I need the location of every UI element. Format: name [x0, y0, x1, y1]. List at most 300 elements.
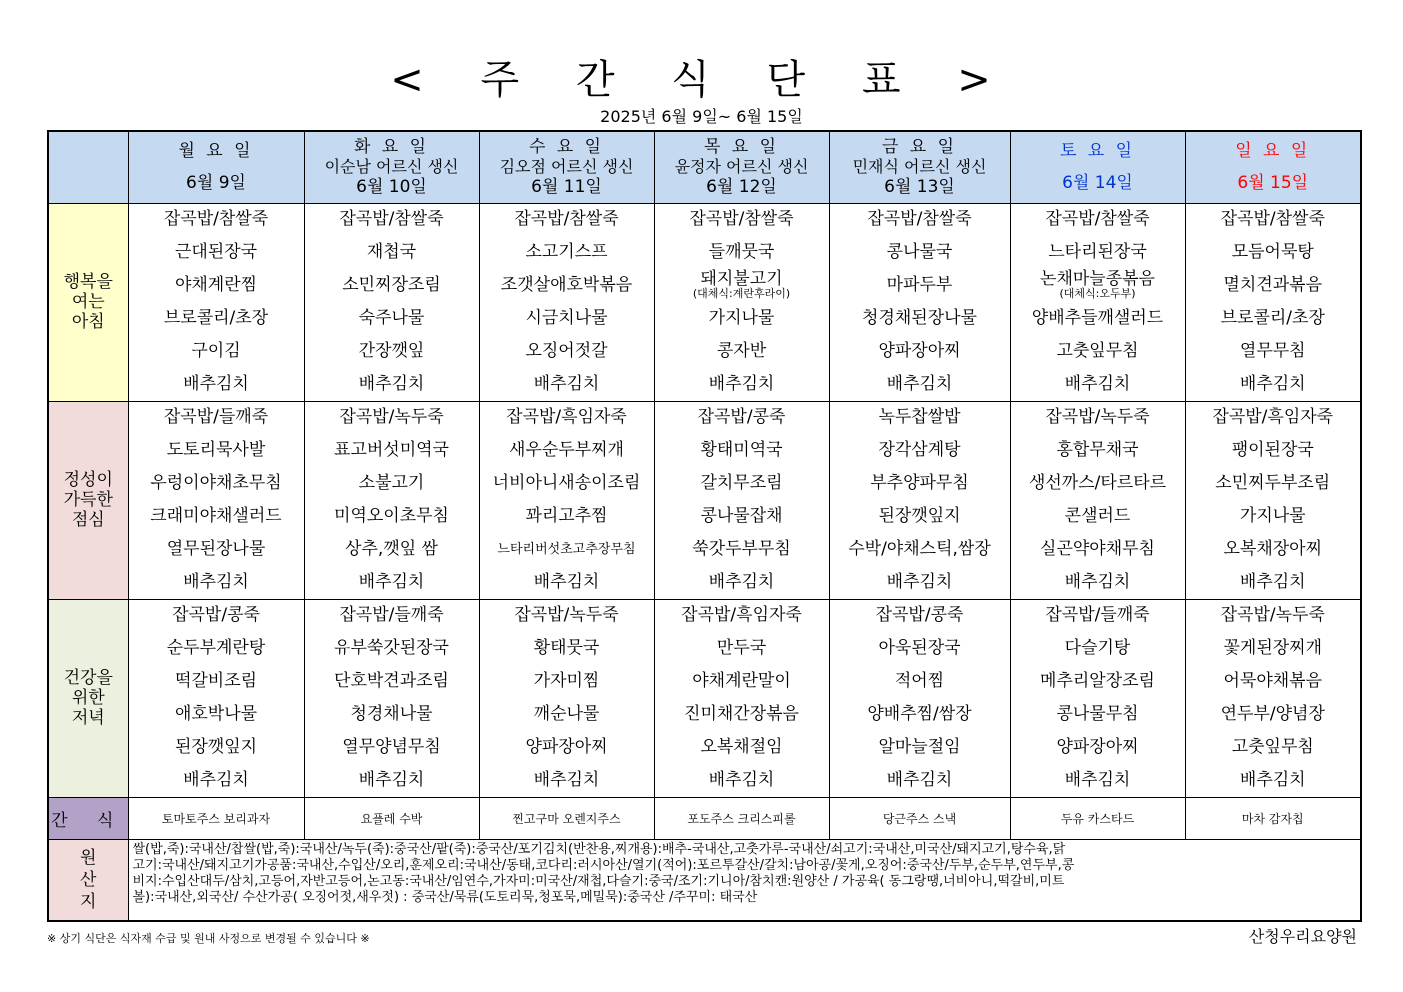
- menu-item-text: 어묵야채볶음: [1223, 671, 1323, 692]
- menu-item-text: 콘샐러드: [1064, 505, 1131, 526]
- menu-item-text: 알마늘절임: [878, 736, 961, 757]
- menu-item-text: 만두국: [716, 638, 767, 659]
- menu-item: [129, 402, 304, 435]
- menu-item: [655, 368, 829, 401]
- day-header-sun: [1185, 131, 1361, 203]
- menu-item-text: 잡곡밥/녹두죽: [1220, 605, 1325, 626]
- menu-cell: [1185, 203, 1361, 401]
- menu-cell: [479, 401, 654, 599]
- menu-item: [655, 500, 829, 533]
- menu-item: [830, 402, 1010, 435]
- day-label: 일 요 일: [1235, 141, 1311, 162]
- menu-cell: [829, 401, 1010, 599]
- menu-item: [129, 698, 304, 731]
- menu-item-text: 떡갈비조림: [174, 671, 258, 692]
- menu-cell: [128, 203, 304, 401]
- menu-item: [1186, 764, 1361, 797]
- menu-item-text: 깨순나물: [533, 703, 600, 724]
- menu-item-text: 논채마늘종볶음: [1040, 269, 1155, 290]
- menu-item: [1186, 302, 1361, 335]
- menu-item-text: 콩나물잡채: [700, 505, 783, 526]
- menu-item-text: 잡곡밥/참쌀죽: [689, 209, 794, 230]
- menu-item-text: 잡곡밥/콩죽: [697, 407, 786, 428]
- menu-item-text: 오징어젓갈: [525, 340, 608, 361]
- menu-item-text: 크래미야채샐러드: [150, 505, 282, 526]
- menu-item-text: 녹두찹쌀밥: [878, 407, 961, 428]
- menu-item: [1011, 698, 1185, 731]
- menu-item: [655, 402, 829, 435]
- page-title: < 주 간 식 단 표 >: [390, 57, 1013, 103]
- menu-items: [655, 402, 829, 599]
- menu-item-text: 실곤약야채무침: [1040, 538, 1155, 559]
- menu-item: [480, 632, 654, 665]
- snack-cell: 당근주스 스낵: [829, 797, 1010, 839]
- menu-item-text: 배추김치: [358, 373, 425, 394]
- menu-items: [129, 204, 304, 401]
- menu-item-text: 브로콜리/초장: [163, 307, 269, 328]
- menu-item: [305, 302, 479, 335]
- day-date: 6월 14일: [1062, 173, 1133, 194]
- menu-item-text: 열무무침: [1239, 340, 1306, 361]
- day-label: 수 요 일: [528, 137, 605, 158]
- menu-item: [480, 434, 654, 467]
- menu-item: [129, 467, 304, 500]
- menu-item-text: 소민찌두부조림: [1215, 473, 1331, 494]
- menu-items: [480, 402, 654, 599]
- birthday-label: 민재식 어르신 생신: [852, 157, 987, 177]
- menu-item-text: 팽이된장국: [1231, 440, 1314, 461]
- menu-item-text: 배추김치: [358, 571, 425, 592]
- menu-item: [129, 632, 304, 665]
- menu-item: [1011, 665, 1185, 698]
- menu-item-text: 단호박견과조림: [334, 671, 449, 692]
- menu-item-text: 상추,깻잎 쌈: [345, 538, 438, 559]
- menu-item-text: 부추양파무침: [870, 473, 969, 494]
- menu-item: [129, 269, 304, 302]
- menu-item: [830, 566, 1010, 599]
- menu-item-text: 적어찜: [894, 671, 945, 692]
- menu-item-text: 진미채간장볶음: [684, 703, 799, 724]
- origin-label-text: 원 산 지: [80, 847, 97, 912]
- menu-item: [830, 665, 1010, 698]
- menu-item-text: 갈치무조림: [700, 473, 783, 494]
- menu-items: [1186, 204, 1361, 401]
- menu-item: [655, 600, 829, 633]
- snack-cell: 토마토주스 보리과자: [128, 797, 304, 839]
- menu-item-text: 콩자반: [716, 340, 767, 361]
- menu-item: [830, 600, 1010, 633]
- menu-item: [1011, 236, 1185, 269]
- menu-item-text: 고춧잎무침: [1056, 340, 1139, 361]
- menu-item-text: 황태미역국: [700, 440, 783, 461]
- menu-item-text: 배추김치: [358, 769, 425, 790]
- menu-item-text: 잡곡밥/흑임자죽: [506, 407, 627, 428]
- menu-item: [1011, 302, 1185, 335]
- menu-items: [830, 402, 1010, 599]
- menu-item-text: 콩나물국: [886, 242, 953, 263]
- menu-item-text: 잡곡밥/참쌀죽: [163, 209, 269, 230]
- menu-item: [129, 566, 304, 599]
- snack-cell: 마차 감자칩: [1185, 797, 1361, 839]
- menu-item: [655, 335, 829, 368]
- menu-item: [129, 500, 304, 533]
- menu-item-text: 배추김치: [533, 571, 600, 592]
- menu-item: [480, 467, 654, 500]
- menu-item-text: 브로콜리/초장: [1220, 307, 1325, 328]
- menu-item: [830, 467, 1010, 500]
- menu-item: [655, 764, 829, 797]
- menu-item: [1011, 566, 1185, 599]
- menu-item-text: 잡곡밥/참쌀죽: [1220, 209, 1325, 230]
- menu-items: [305, 204, 479, 401]
- menu-item-text: 잡곡밥/들깨죽: [1045, 605, 1150, 626]
- menu-item: [655, 204, 829, 237]
- day-label: 토 요 일: [1059, 141, 1136, 162]
- menu-item-text: 마파두부: [886, 275, 953, 296]
- menu-item: [655, 269, 829, 302]
- menu-item: [1186, 533, 1361, 566]
- menu-items: [1186, 402, 1361, 599]
- menu-item: [830, 434, 1010, 467]
- origin-line: 비지:수입산대두/삼치,고등어,자반고등어,논고동:국내산/임연수,가자미:미국산/재첩,다슬기:중국/조기:기니아/참치캔:원양산 / 가공육( 동그랑땡,너비아니,떡갈비,미트: [132, 873, 1065, 889]
- menu-item: [480, 302, 654, 335]
- menu-item-text: 고춧잎무침: [1231, 736, 1314, 757]
- menu-cell: [1010, 401, 1185, 599]
- menu-item-text: 양파장아찌: [525, 736, 608, 757]
- menu-item: [1011, 731, 1185, 764]
- menu-item-text: 배추김치: [886, 571, 953, 592]
- menu-items: [830, 600, 1010, 797]
- menu-items: [655, 600, 829, 797]
- menu-item-text: 애호박나물: [174, 703, 258, 724]
- menu-item: [655, 236, 829, 269]
- menu-item: [480, 204, 654, 237]
- menu-item-text: 오복채장아찌: [1223, 538, 1323, 559]
- menu-item-text: 배추김치: [183, 769, 249, 790]
- menu-item: [305, 500, 479, 533]
- menu-item: [305, 335, 479, 368]
- snack-cell: 두유 카스타드: [1010, 797, 1185, 839]
- menu-item: [830, 204, 1010, 237]
- menu-item: [305, 204, 479, 237]
- meal-label-text: 행복을 여는 아침: [63, 272, 113, 332]
- menu-item: [1011, 204, 1185, 237]
- menu-item: [1186, 665, 1361, 698]
- menu-item-text: 청경채된장나물: [862, 307, 977, 328]
- day-date: 6월 13일: [884, 177, 955, 198]
- day-date: 6월 10일: [356, 177, 427, 198]
- menu-item: [655, 665, 829, 698]
- menu-item: [1011, 368, 1185, 401]
- menu-item-text: 배추김치: [886, 769, 953, 790]
- menu-items: [129, 600, 304, 797]
- snack-cell: 포도주스 크리스피롤: [654, 797, 829, 839]
- menu-item-text: 조갯살애호박볶음: [500, 275, 633, 296]
- menu-items: [1011, 204, 1185, 401]
- menu-item-text: 느타리된장국: [1048, 242, 1147, 263]
- day-header-wed: [479, 131, 654, 203]
- menu-item: [1186, 566, 1361, 599]
- menu-item-text: 양배추찜/쌈장: [867, 703, 972, 724]
- menu-item-text: 미역오이초무침: [334, 505, 449, 526]
- birthday-label: 이순남 어르신 생신: [324, 157, 459, 177]
- menu-item: [1011, 533, 1185, 566]
- menu-item: [1186, 600, 1361, 633]
- menu-item-text: 가지나물: [708, 307, 775, 328]
- menu-item: [480, 269, 654, 302]
- dinner-row: [48, 599, 1361, 797]
- day-label: 금 요 일: [881, 137, 958, 158]
- menu-item-text: 수박/야채스틱,쌈장: [848, 538, 991, 559]
- menu-item-text: 배추김치: [1239, 373, 1306, 394]
- menu-item: [305, 434, 479, 467]
- menu-cell: [479, 599, 654, 797]
- menu-item-text: 멸치견과볶음: [1223, 275, 1323, 296]
- lunch-label: [48, 401, 128, 599]
- menu-item: [480, 335, 654, 368]
- menu-item: [480, 665, 654, 698]
- menu-item-text: 잡곡밥/흑임자죽: [681, 605, 802, 626]
- menu-items: [830, 204, 1010, 401]
- menu-item-text: 가자미찜: [533, 671, 600, 692]
- menu-item-text: 콩나물무침: [1056, 703, 1139, 724]
- breakfast-row: [48, 203, 1361, 401]
- menu-item: [305, 698, 479, 731]
- menu-item: [830, 731, 1010, 764]
- menu-item: [129, 335, 304, 368]
- menu-item: [830, 698, 1010, 731]
- menu-item: [1186, 269, 1361, 302]
- menu-cell: [1185, 401, 1361, 599]
- menu-items: [305, 600, 479, 797]
- menu-item-text: 잡곡밥/녹두죽: [514, 605, 619, 626]
- menu-item-text: 양파장아찌: [1056, 736, 1139, 757]
- menu-item: [1186, 368, 1361, 401]
- menu-item-text: 표고버섯미역국: [334, 440, 449, 461]
- menu-item-text: 아욱된장국: [878, 638, 961, 659]
- menu-item-text: 잡곡밥/들깨죽: [163, 407, 269, 428]
- origin-line: 고기:국내산/돼지고기가공품:국내산,수입산/오리,훈제오리:국내산/동태,코다리:러시아산/열기(적어):포르투갈산/갈치:남아공/꽃게,오징어:중국산/두부,순두부,연두부,콩: [132, 857, 1075, 873]
- menu-item: [830, 764, 1010, 797]
- menu-item-text: 잡곡밥/참쌀죽: [867, 209, 972, 230]
- menu-items: [305, 402, 479, 599]
- menu-item-text: 잡곡밥/콩죽: [875, 605, 964, 626]
- menu-item-text: 야채계란말이: [692, 671, 791, 692]
- menu-item-text: 너비아니새송이조림: [492, 473, 641, 494]
- menu-item-text: 열무양념무침: [342, 736, 441, 757]
- birthday-label: 김오점 어르신 생신: [499, 157, 634, 177]
- menu-item: [129, 764, 304, 797]
- menu-item-text: 잡곡밥/참쌀죽: [339, 209, 444, 230]
- menu-item: [480, 731, 654, 764]
- menu-item: [1011, 269, 1185, 302]
- menu-item-text: 배추김치: [708, 769, 775, 790]
- menu-cell: [128, 401, 304, 599]
- menu-item: [305, 665, 479, 698]
- menu-item: [480, 764, 654, 797]
- menu-item-text: 황태뭇국: [533, 638, 600, 659]
- menu-item-text: 배추김치: [1064, 571, 1131, 592]
- menu-item: [305, 269, 479, 302]
- weekly-menu-table: [47, 130, 1362, 922]
- menu-item-text: 배추김치: [708, 373, 775, 394]
- menu-item-text: 생선까스/타르타르: [1028, 473, 1167, 494]
- dinner-label: [48, 599, 128, 797]
- menu-item: [1011, 600, 1185, 633]
- menu-item: [129, 236, 304, 269]
- menu-item: [129, 302, 304, 335]
- menu-item: [655, 434, 829, 467]
- day-date: 6월 11일: [531, 177, 602, 198]
- day-header-sat: [1010, 131, 1185, 203]
- menu-item: [830, 632, 1010, 665]
- menu-cell: [479, 203, 654, 401]
- day-header-thu: [654, 131, 829, 203]
- menu-cell: [128, 599, 304, 797]
- menu-item: [129, 434, 304, 467]
- menu-cell: [304, 599, 479, 797]
- menu-item: [655, 566, 829, 599]
- menu-item: [830, 533, 1010, 566]
- menu-item: [1011, 632, 1185, 665]
- menu-item: [129, 204, 304, 237]
- menu-item: [1011, 402, 1185, 435]
- menu-item-text: 오복채절임: [700, 736, 783, 757]
- breakfast-label: [48, 203, 128, 401]
- menu-item-text: 배추김치: [183, 373, 249, 394]
- notice: ※ 상기 식단은 식자재 수급 및 원내 사정으로 변경될 수 있습니다 ※: [47, 932, 370, 945]
- menu-cell: [304, 401, 479, 599]
- menu-items: [480, 600, 654, 797]
- menu-items: [480, 204, 654, 401]
- snack-row: [48, 797, 1361, 839]
- menu-item-text: 홍합무채국: [1056, 440, 1139, 461]
- menu-item: [480, 368, 654, 401]
- menu-item-text: 느타리버섯초고추장무침: [497, 541, 636, 557]
- menu-item: [830, 335, 1010, 368]
- menu-item: [129, 533, 304, 566]
- menu-item: [129, 600, 304, 633]
- menu-item-text: 연두부/양념장: [1220, 703, 1325, 724]
- day-date: 6월 15일: [1237, 173, 1309, 194]
- meal-label-text: 건강을 위한 저녁: [63, 668, 113, 728]
- menu-item: [1011, 335, 1185, 368]
- header-corner: [48, 131, 128, 203]
- menu-item-text: 배추김치: [183, 571, 249, 592]
- menu-item-text: 모듬어묵탕: [1231, 242, 1314, 263]
- menu-item-text: 잡곡밥/들깨죽: [339, 605, 444, 626]
- snack-cell: 요플레 수박: [304, 797, 479, 839]
- menu-item-text: 소민찌장조림: [342, 275, 441, 296]
- menu-items: [655, 204, 829, 401]
- menu-item: [305, 402, 479, 435]
- menu-cell: [829, 203, 1010, 401]
- menu-item: [1186, 236, 1361, 269]
- menu-items: [129, 402, 304, 599]
- day-label: 목 요 일: [703, 137, 780, 158]
- menu-item: [1186, 467, 1361, 500]
- menu-item-text: 꽃게된장찌개: [1223, 638, 1323, 659]
- menu-item: [1011, 764, 1185, 797]
- menu-item-text: 간장깻잎: [358, 340, 425, 361]
- menu-item: [305, 467, 479, 500]
- menu-item: [830, 302, 1010, 335]
- menu-item: [655, 467, 829, 500]
- day-header-fri: [829, 131, 1010, 203]
- menu-item-text: 배추김치: [1239, 571, 1306, 592]
- menu-item-text: 야채계란찜: [174, 275, 258, 296]
- menu-item-text: 배추김치: [708, 571, 775, 592]
- day-label: 월 요 일: [178, 141, 254, 162]
- meal-label-text: 정성이 가득한 점심: [63, 470, 113, 530]
- menu-item-text: 잡곡밥/콩죽: [172, 605, 260, 626]
- menu-item: [480, 600, 654, 633]
- day-header-tue: [304, 131, 479, 203]
- menu-item: [830, 269, 1010, 302]
- menu-item: [129, 731, 304, 764]
- menu-item-text: 다슬기탕: [1064, 638, 1131, 659]
- menu-item-text: 시금치나물: [525, 307, 608, 328]
- menu-item: [480, 698, 654, 731]
- menu-item: [480, 402, 654, 435]
- menu-item-text: 돼지불고기: [700, 269, 783, 290]
- menu-item: [1186, 204, 1361, 237]
- menu-item: [1186, 335, 1361, 368]
- menu-item-text: 배추김치: [1064, 373, 1131, 394]
- origin-line: 볼):국내산,외국산/ 수산가공( 오징어젓,새우젓) : 중국산/묵류(도토리묵,청포묵,메밀묵):중국산 /주꾸미: 태국산: [132, 889, 758, 905]
- menu-cell: [654, 203, 829, 401]
- menu-item: [1186, 698, 1361, 731]
- menu-item: [1011, 467, 1185, 500]
- menu-item: [655, 302, 829, 335]
- snack-cell: 찐고구마 오렌지주스: [479, 797, 654, 839]
- menu-item-text: 잡곡밥/녹두죽: [339, 407, 444, 428]
- menu-item-text: 우렁이야채초무침: [150, 473, 282, 494]
- menu-item: [1186, 632, 1361, 665]
- menu-item: [830, 500, 1010, 533]
- menu-item-text: 메추리알장조림: [1040, 671, 1155, 692]
- menu-item-text: 순두부계란탕: [166, 638, 266, 659]
- menu-item: [129, 368, 304, 401]
- menu-item: [480, 566, 654, 599]
- menu-item: [830, 368, 1010, 401]
- day-date: 6월 12일: [706, 177, 777, 198]
- menu-item-text: 가지나물: [1239, 505, 1306, 526]
- menu-item-text: 양파장아찌: [878, 340, 961, 361]
- menu-item: [1011, 434, 1185, 467]
- menu-item-text: 잡곡밥/흑임자죽: [1212, 407, 1334, 428]
- menu-item-text: 배추김치: [1239, 769, 1306, 790]
- menu-item: [305, 533, 479, 566]
- menu-item: [1011, 500, 1185, 533]
- menu-item: [655, 533, 829, 566]
- lunch-row: [48, 401, 1361, 599]
- menu-item: [655, 731, 829, 764]
- menu-item-text: 된장깻잎지: [878, 505, 961, 526]
- menu-item-text: 잡곡밥/참쌀죽: [514, 209, 619, 230]
- menu-item-text: 소고기스프: [525, 242, 608, 263]
- menu-cell: [654, 599, 829, 797]
- menu-item: [305, 632, 479, 665]
- menu-items: [1011, 402, 1185, 599]
- menu-item: [480, 236, 654, 269]
- menu-item-text: 배추김치: [886, 373, 953, 394]
- menu-item-text: 꽈리고추찜: [525, 505, 608, 526]
- menu-item-text: 재첩국: [366, 242, 417, 263]
- menu-item: [1186, 500, 1361, 533]
- menu-item: [1186, 402, 1361, 435]
- menu-item-text: 잡곡밥/참쌀죽: [1045, 209, 1150, 230]
